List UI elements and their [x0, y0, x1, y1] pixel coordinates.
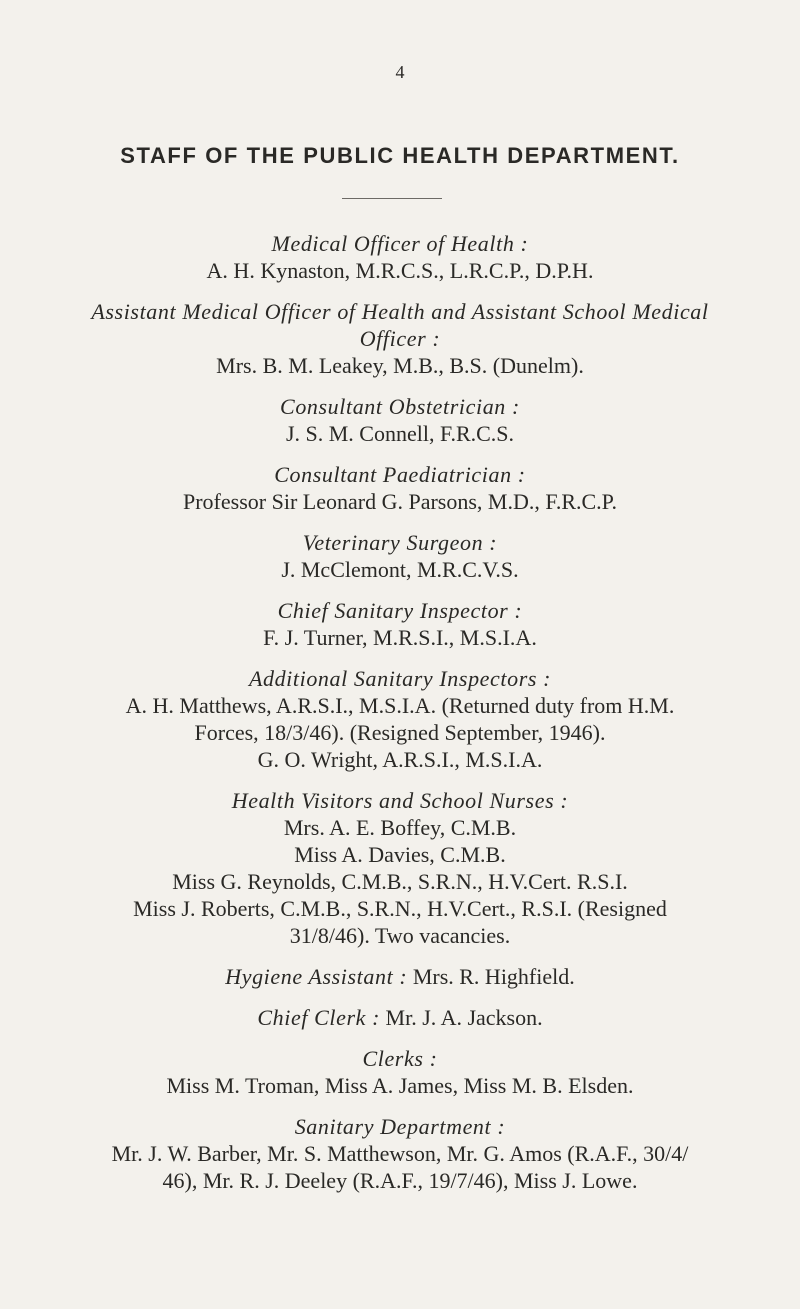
- role-heading: Health Visitors and School Nurses :: [231, 788, 569, 813]
- staff-line: [40, 1004, 760, 1031]
- role-heading: Assistant Medical Officer of Health and Assistant School Medical: [91, 299, 709, 324]
- staff-name: Mr. J. A. Jackson.: [380, 1005, 543, 1030]
- staff-line: Forces, 18/3/46). (Resigned September, 1946).: [194, 720, 606, 745]
- staff-line: Mrs. A. E. Boffey, C.M.B.: [283, 815, 517, 840]
- staff-line: G. O. Wright, A.R.S.I., M.S.I.A.: [257, 747, 543, 772]
- section-chief-sanitary-inspector: [40, 597, 760, 651]
- section-sanitary-department: [40, 1113, 760, 1194]
- role-heading: Clerks :: [362, 1046, 438, 1071]
- page-number: 4: [395, 62, 405, 82]
- staff-line: Mrs. B. M. Leakey, M.B., B.S. (Dunelm).: [216, 353, 584, 378]
- section-veterinary-surgeon: [40, 529, 760, 583]
- staff-line: A. H. Kynaston, M.R.C.S., L.R.C.P., D.P.H.: [206, 258, 594, 283]
- staff-line: Miss G. Reynolds, C.M.B., S.R.N., H.V.Cert. R.S.I.: [172, 869, 628, 894]
- section-consultant-obstetrician: [40, 393, 760, 447]
- staff-line: Mr. J. W. Barber, Mr. S. Matthewson, Mr. G. Amos (R.A.F., 30/4/: [111, 1141, 689, 1166]
- staff-line: [40, 963, 760, 990]
- role-heading: Officer :: [359, 326, 441, 351]
- role-heading: Consultant Obstetrician :: [280, 394, 520, 419]
- role-heading: Chief Clerk :: [257, 1005, 381, 1030]
- role-heading: Veterinary Surgeon :: [302, 530, 498, 555]
- staff-name: Mrs. R. Highfield.: [407, 964, 575, 989]
- section-additional-sanitary-inspectors: [40, 665, 760, 773]
- page-title: STAFF OF THE PUBLIC HEALTH DEPARTMENT.: [120, 143, 680, 168]
- role-heading: Additional Sanitary Inspectors :: [248, 666, 552, 691]
- section-clerks: [40, 1045, 760, 1099]
- role-heading: Consultant Paediatrician :: [274, 462, 526, 487]
- staff-line: A. H. Matthews, A.R.S.I., M.S.I.A. (Returned duty from H.M.: [125, 693, 675, 718]
- staff-line: Miss M. Troman, Miss A. James, Miss M. B. Elsden.: [166, 1073, 634, 1098]
- staff-line: 31/8/46). Two vacancies.: [289, 923, 511, 948]
- staff-line: J. S. M. Connell, F.R.C.S.: [285, 421, 515, 446]
- section-health-visitors: [40, 787, 760, 949]
- staff-line: J. McClemont, M.R.C.V.S.: [281, 557, 519, 582]
- section-medical-officer: [40, 230, 760, 284]
- role-heading: Sanitary Department :: [294, 1114, 506, 1139]
- role-heading: Hygiene Assistant :: [225, 964, 408, 989]
- staff-line: Professor Sir Leonard G. Parsons, M.D., F.R.C.P.: [183, 489, 617, 514]
- section-consultant-paediatrician: [40, 461, 760, 515]
- title-divider: [342, 198, 442, 199]
- staff-line: 46), Mr. R. J. Deeley (R.A.F., 19/7/46), Miss J. Lowe.: [162, 1168, 638, 1193]
- role-heading: Medical Officer of Health :: [271, 231, 529, 256]
- staff-line: Miss A. Davies, C.M.B.: [294, 842, 506, 867]
- section-hygiene-assistant: [40, 963, 760, 990]
- staff-line: F. J. Turner, M.R.S.I., M.S.I.A.: [263, 625, 537, 650]
- section-assistant-medical-officer: [40, 298, 760, 379]
- staff-list: [40, 230, 760, 1208]
- section-chief-clerk: [40, 1004, 760, 1031]
- staff-line: Miss J. Roberts, C.M.B., S.R.N., H.V.Cert., R.S.I. (Resigned: [133, 896, 667, 921]
- role-heading: Chief Sanitary Inspector :: [277, 598, 523, 623]
